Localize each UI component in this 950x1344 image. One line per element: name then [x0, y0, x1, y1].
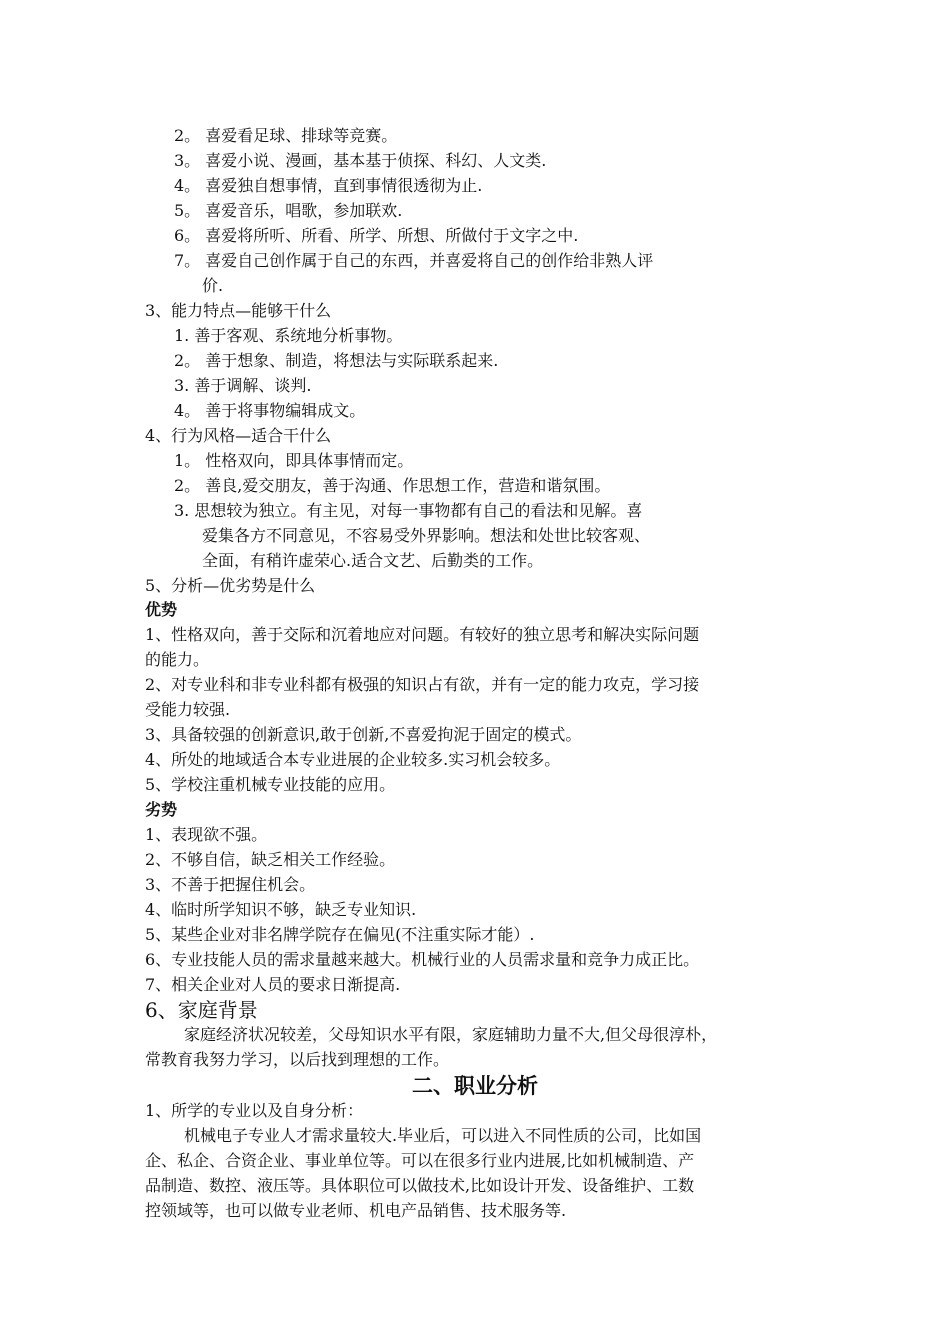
career-sub-heading: 1、所学的专业以及自身分析： [145, 1101, 364, 1120]
ability-item: 1. 善于客观、系统地分析事物。 [174, 326, 403, 345]
ability-item: 3. 善于调解、谈判. [174, 376, 312, 395]
behavior-item-continuation: 全面，有稍许虚荣心.适合文艺、后勤类的工作。 [202, 551, 544, 570]
strengths-title: 优势 [145, 600, 178, 619]
section-heading-behavior: 4、行为风格—适合干什么 [145, 426, 332, 445]
career-line: 企、私企、合资企业、事业单位等。可以在很多行业内进展,比如机械制造、产 [145, 1151, 695, 1170]
behavior-item-continuation: 爱集各方不同意见，不容易受外界影响。想法和处世比较客观、 [202, 526, 651, 545]
family-line: 常教育我努力学习，以后找到理想的工作。 [145, 1050, 450, 1069]
strength-line: 4、所处的地域适合本专业进展的企业较多.实习机会较多。 [145, 750, 561, 769]
strength-line: 5、学校注重机械专业技能的应用。 [145, 775, 396, 794]
weakness-line: 4、临时所学知识不够，缺乏专业知识. [145, 900, 417, 919]
family-line: 家庭经济状况较差，父母知识水平有限，家庭辅助力量不大,但父母很淳朴， [184, 1025, 718, 1044]
weakness-line: 7、相关企业对人员的要求日渐提高. [145, 975, 401, 994]
weakness-line: 3、不善于把握住机会。 [145, 875, 316, 894]
weakness-line: 5、某些企业对非名牌学院存在偏见(不注重实际才能）. [145, 925, 535, 944]
behavior-item: 2。 善良,爱交朋友，善于沟通、作思想工作，营造和谐氛围。 [174, 476, 611, 495]
strength-line: 受能力较强. [145, 700, 231, 719]
hobby-item-continuation: 价. [202, 276, 224, 295]
hobby-item: 6。 喜爱将所听、所看、所学、所想、所做付于文字之中. [174, 226, 579, 245]
ability-item: 2。 善于想象、制造，将想法与实际联系起来. [174, 351, 499, 370]
section-heading-family: 6、家庭背景 [145, 998, 258, 1022]
career-line: 机械电子专业人才需求量较大.毕业后，可以进入不同性质的公司，比如国 [184, 1126, 702, 1145]
weakness-line: 1、表现欲不强。 [145, 825, 268, 844]
section-heading-analysis: 5、分析—优劣势是什么 [145, 576, 316, 595]
hobby-item: 2。 喜爱看足球、排球等竞赛。 [174, 126, 398, 145]
strength-line: 1、性格双向，善于交际和沉着地应对问题。有较好的独立思考和解决实际问题 [145, 625, 700, 644]
hobby-item: 3。 喜爱小说、漫画，基本基于侦探、科幻、人文类. [174, 151, 547, 170]
career-title: 二、职业分析 [412, 1074, 538, 1098]
hobby-item: 5。 喜爱音乐，唱歌，参加联欢. [174, 201, 403, 220]
behavior-item: 3. 思想较为独立。有主见，对每一事物都有自己的看法和见解。喜 [174, 501, 643, 520]
weaknesses-title: 劣势 [145, 800, 178, 819]
weakness-line: 6、专业技能人员的需求量越来越大。机械行业的人员需求量和竞争力成正比。 [145, 950, 700, 969]
section-heading-ability: 3、能力特点—能够干什么 [145, 301, 332, 320]
strength-line: 3、具备较强的创新意识,敢于创新,不喜爱拘泥于固定的模式。 [145, 725, 582, 744]
strength-line: 2、对专业科和非专业科都有极强的知识占有欲，并有一定的能力攻克，学习接 [145, 675, 700, 694]
weakness-line: 2、不够自信，缺乏相关工作经验。 [145, 850, 396, 869]
career-line: 控领域等，也可以做专业老师、机电产品销售、技术服务等. [145, 1201, 567, 1220]
behavior-item: 1。 性格双向，即具体事情而定。 [174, 451, 414, 470]
hobby-item: 4。 喜爱独自想事情，直到事情很透彻为止. [174, 176, 483, 195]
hobby-item: 7。 喜爱自己创作属于自己的东西，并喜爱将自己的创作给非熟人评 [174, 251, 654, 270]
ability-item: 4。 善于将事物编辑成文。 [174, 401, 366, 420]
career-line: 品制造、数控、液压等。具体职位可以做技术,比如设计开发、设备维护、工数 [145, 1176, 695, 1195]
strength-line: 的能力。 [145, 650, 210, 669]
